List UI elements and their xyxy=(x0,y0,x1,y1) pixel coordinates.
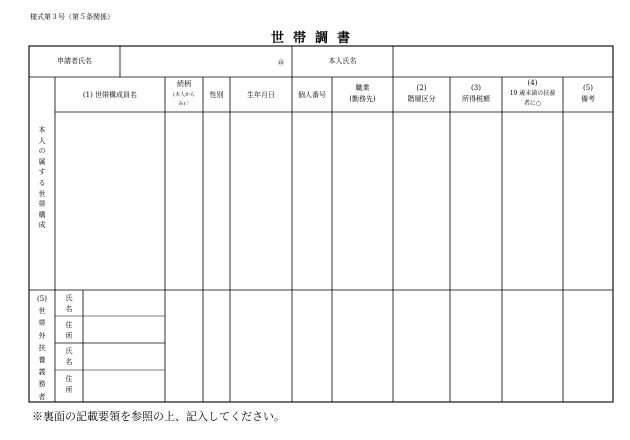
seal-mark-icon: ㊞ xyxy=(278,60,285,67)
outside-supporters-label: (5) 世 帯 外 扶 養 義 務 者 xyxy=(37,295,47,401)
header-tax-line1: (3) xyxy=(471,84,481,92)
applicant-name-field[interactable] xyxy=(120,46,292,77)
household-members-label: 本 人 の 属 す る 世 帯 構 成 xyxy=(38,126,46,230)
header-member-name: (1) 世帯構成員名 xyxy=(82,91,138,99)
applicant-name-label: 申請者氏名 xyxy=(57,57,92,65)
form-number-label: 様式第３号（第５条関係） xyxy=(30,13,114,21)
supporter-address-1-label: 住 所 xyxy=(65,321,73,340)
header-relationship-line1: 続柄 xyxy=(177,80,191,88)
header-relationship-line2: (本人から xyxy=(173,92,195,98)
header-class-line2: 階層区分 xyxy=(407,95,436,103)
header-personal-number: 個人番号 xyxy=(298,91,326,99)
header-birthdate: 生年月日 xyxy=(247,91,275,99)
header-under19-line1: (4) xyxy=(527,79,538,87)
header-remarks-line2: 備考 xyxy=(581,95,595,103)
header-occupation-line1: 職業 xyxy=(355,84,370,92)
header-tax-line2: 所得税額 xyxy=(462,95,490,103)
supporter-name-1-label: 氏 名 xyxy=(65,294,73,313)
header-occupation-line2: (勤務先) xyxy=(349,95,376,103)
supporter-address-2-label: 住 所 xyxy=(65,375,73,394)
page-title: 世帯調書 xyxy=(270,31,359,46)
person-name-label: 本人氏名 xyxy=(328,57,357,65)
header-remarks-line1: (5) xyxy=(583,84,593,92)
supporter-name-2-label: 氏 名 xyxy=(65,347,73,366)
footer-note: ※裏面の記載要領を参照の上、記入してください。 xyxy=(32,410,285,423)
header-class-line1: (2) xyxy=(416,84,427,92)
header-under19-line3: 者に○ xyxy=(523,100,542,107)
person-name-field[interactable] xyxy=(393,46,613,77)
header-sex: 性別 xyxy=(209,91,224,99)
header-under19-line2: 19 歳未満の扶養 xyxy=(509,90,556,97)
header-relationship-line3: み)♡ xyxy=(178,101,190,107)
